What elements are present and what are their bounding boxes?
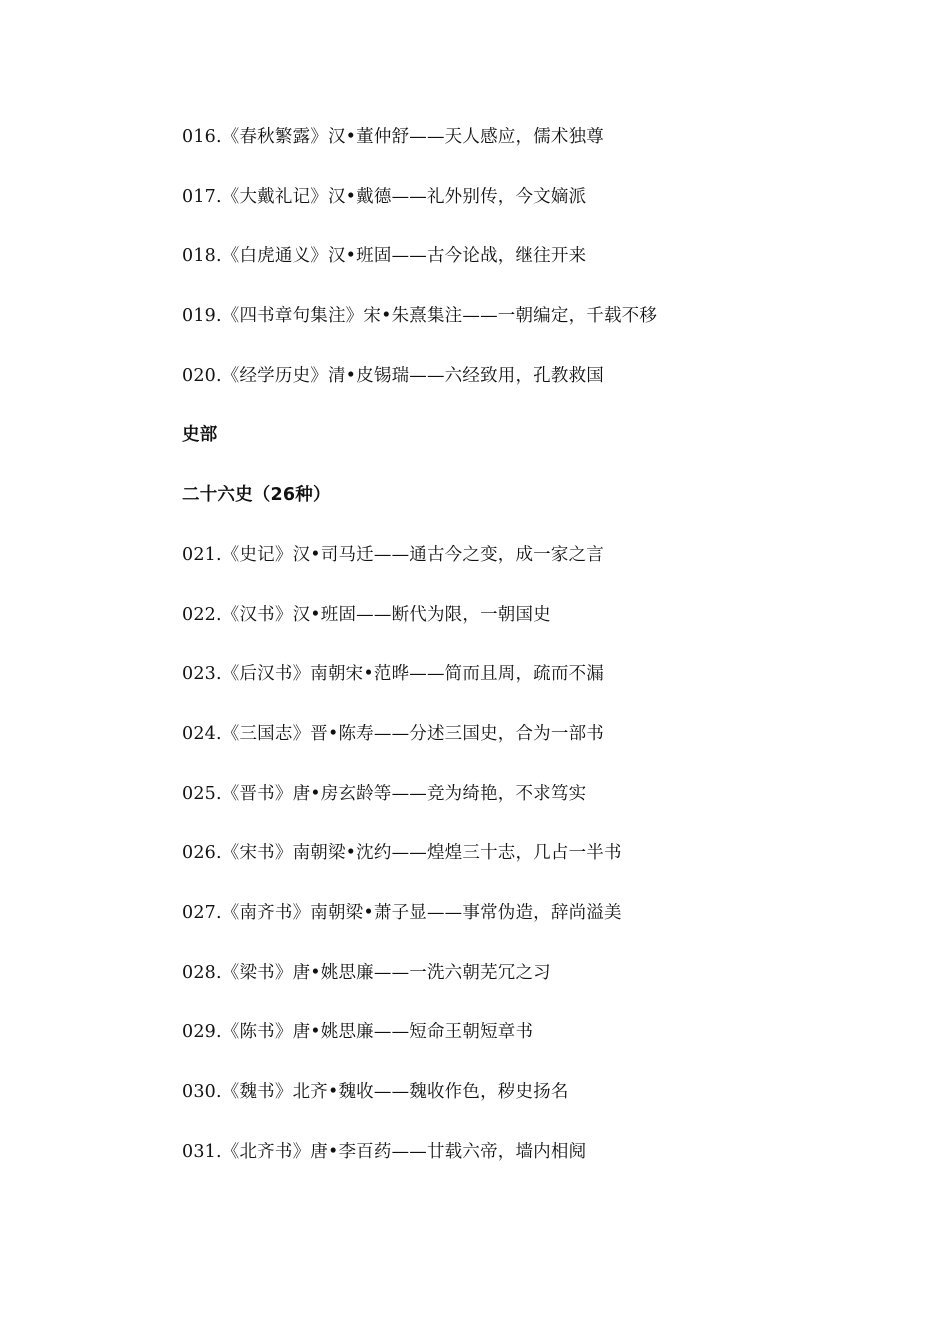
list-item: 019.《四书章句集注》宋•朱熹集注——一朝编定，千载不移 [182, 306, 658, 327]
document-body [182, 118, 882, 1192]
subsection-heading: 二十六史（26种） [182, 485, 331, 506]
list-item: 018.《白虎通义》汉•班固——古今论战，继往开来 [182, 246, 587, 267]
list-item: 021.《史记》汉•司马迁——通古今之变，成一家之言 [182, 544, 604, 565]
list-item: 022.《汉书》汉•班固——断代为限，一朝国史 [182, 604, 551, 625]
list-item: 027.《南齐书》南朝梁•萧子显——事常伪造，辞尚溢美 [182, 902, 622, 923]
list-item: 030.《魏书》北齐•魏收——魏收作色，秽史扬名 [182, 1082, 569, 1102]
list-item: 026.《宋书》南朝梁•沈约——煌煌三十志，几占一半书 [182, 843, 622, 864]
list-item: 029.《陈书》唐•姚思廉——短命王朝短章书 [182, 1022, 534, 1043]
list-item: 025.《晋书》唐•房玄龄等——竞为绮艳，不求笃实 [182, 783, 587, 804]
list-item: 028.《梁书》唐•姚思廉——一洗六朝芜冗之习 [182, 962, 551, 983]
list-item: 017.《大戴礼记》汉•戴德——礼外别传，今文嫡派 [182, 186, 587, 207]
list-item: 031.《北齐书》唐•李百药——廿载六帝，墙内相阋 [182, 1141, 587, 1162]
section-heading: 史部 [182, 425, 218, 446]
list-item: 023.《后汉书》南朝宋•范晔——简而且周，疏而不漏 [182, 664, 604, 685]
list-item: 016.《春秋繁露》汉•董仲舒——天人感应，儒术独尊 [182, 127, 604, 147]
list-item: 024.《三国志》晋•陈寿——分述三国史，合为一部书 [182, 723, 604, 744]
list-item: 020.《经学历史》清•皮锡瑞——六经致用，孔教救国 [182, 365, 604, 386]
